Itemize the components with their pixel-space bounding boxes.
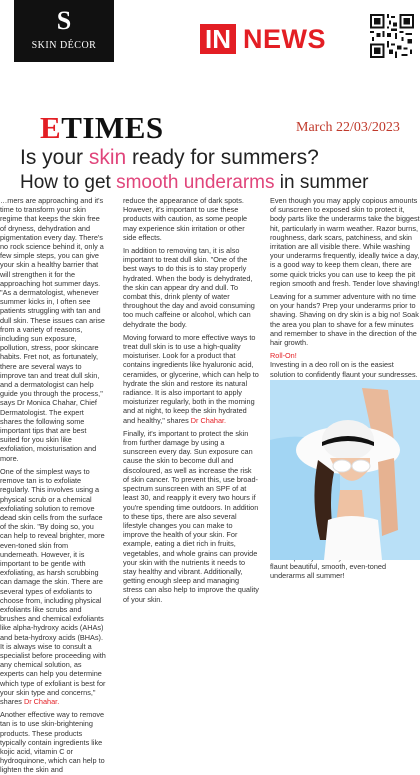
badge-in: IN: [200, 24, 236, 54]
paragraph-text: Moving forward to more effective ways to treat dull skin is to use a high-quality moisturiser. Look for a product that contains ingredients like hyaluronic acid, ceramides, or glycerine, which can help to hydrate the skin and restore its natural radiance. It is also important to apply moisturizer regularly, both in the morning and at night, to keep the skin hydrated and healthy," shares: [123, 332, 259, 425]
paragraph: Finally, it's important to protect the skin from further damage by using a sunscreen every day. Sun exposure can cause the skin to become dull and discoloured, as well as increase the risk of skin cancer. To prevent this, use broad-spectrum sunscreen with an SPF of at least 30, and reapply it every two hours if you're spending time outdoors. In addition to these tips, there are also several lifestyle changes you can make to improve the health of your skin. For example, eating a diet rich in fruits, vegetables, and whole grains can provide your skin with the nutrients it needs to stay healthy and vibrant. Additionally, getting enough sleep and managing stress can also help to improve the quality of your skin.: [123, 428, 259, 604]
paragraph-tail: Tender love shaving!: [352, 278, 420, 288]
page-header: [0, 0, 420, 70]
qr-code-icon: [370, 14, 414, 58]
headline-part1: Is your: [20, 146, 89, 169]
paragraph: Another effective way to remove tan is to use skin-brightening products. These products typically contain ingredients like kojic acid, vitamin C or hydroquinone, which can help to lighten the skin and: [0, 710, 105, 775]
publication-initial: E: [40, 110, 62, 145]
paragraph: …mers are approaching and it's time to transform your skin regime that keeps the skin free of dryness, dehydration and pigmentation every day. There's no rock science behind it, only a few simple steps, you can give your skin a healthy barrier that will strengthen it for the approaching hot summer days. "As a dermatologist, whenever summer kicks in, I often see patients struggling with tan and dull skin. These issues can arise from a variety of reasons, including sun exposure, pollution, stress, poor skincare habits. Fret not, as fortunately, there are several ways to improve tan and treat dull skin, and a dermatologist can help guide you through the process," says Dr Monica Chahar, Chief Dermatologist. The expert shares the following some important tips that are best suited for you skin like exfoliation, moisturisation and more.: [0, 196, 105, 463]
logo-name: SKIN DÉCOR: [31, 40, 97, 51]
paragraph: reduce the appearance of dark spots. However, it's important to use these products with caution, as some people may experience skin irritation or other side effects.: [123, 196, 248, 242]
logo-mark: S: [56, 6, 72, 35]
paragraph: In addition to removing tan, it is also important to treat dull skin. "One of the best ways to do this is to stay properly hydrated. When the body is dehydrated, the skin can appear dry and dull. To combat this, drink plenty of water throughout the day and avoid consuming too much caffeine or alcohol, which can dehydrate the body.: [123, 246, 255, 329]
headline: [20, 146, 420, 170]
headline-highlight: skin: [88, 146, 127, 169]
subheadline: [20, 172, 420, 194]
expert-name: Dr Chahar.: [190, 415, 227, 425]
subheadline-part1: How to get: [20, 172, 117, 193]
paragraph: Leaving for a summer adventure with no time on your hands? Prep your underarms prior to shaving. Shaving on dry skin is a big no! Soak the area you plan to shave for a few minutes and remember to shave in the direction of the hair growth.: [270, 292, 419, 348]
expert-name: Dr Chahar.: [23, 696, 60, 706]
paragraph: flaunt beautiful, smooth, even-toned underarms all summer!: [270, 561, 387, 580]
woman-in-sunhat-illustration: [270, 380, 420, 560]
subheadline-part2: in summer: [274, 172, 369, 193]
publication-rest: TIMES: [61, 110, 164, 145]
paragraph: [123, 333, 259, 425]
publication-name: [40, 112, 164, 144]
badge-news: NEWS: [243, 24, 326, 54]
summer-woman-photo: [270, 380, 420, 560]
paragraph: [270, 196, 420, 288]
paragraph: [0, 467, 107, 706]
paragraph: Investing in a deo roll on is the easiest solution to confidently flaunt your sundresses.: [270, 360, 418, 379]
headline-part2: ready for summers?: [126, 146, 319, 169]
paragraph-text: Even though you may apply copious amounts of sunscreen to exposed skin to protect it, body parts like the underarms take the biggest hit, particularly in warm weather. Razor burns, roughness, dark scars, patchiness, and skin irritation are all visible there. While washing your underarms frequently, ideally twice a day, is a good way to keep them clean, there are some quick tricks you can use to keep the pit region smooth and fresh.: [270, 196, 420, 288]
brand-logo: [14, 0, 114, 62]
article-column-3: [270, 196, 420, 580]
article-column-2: [123, 196, 259, 604]
in-news-badge: [200, 24, 326, 54]
section-heading: Roll-On!: [270, 351, 297, 361]
subheadline-highlight: smooth underarms: [116, 172, 275, 193]
paragraph-text: One of the simplest ways to remove tan is to exfoliate regularly. This involves using a physical scrub or a chemical exfoliating solution to remove dead skin cells from the surface of the skin. "By doing so, you can help to reveal brighter, more even-toned skin from underneath. However, it is important to be gentle with exfoliating, as harsh scrubbing can damage the skin. There are several types of exfoliants to choose from, including physical exfoliants like scrubs and brushes and chemical exfoliants like alpha-hydroxy acids (AHAs) and beta-hydroxy acids (BHAs). It is always wise to consult a specialist before proceeding with any chemical solution, as experts can help you determine which type of exfoliant is best for your skin type and concerns," shares: [0, 466, 106, 706]
publication-date: March 22/03/2023: [296, 120, 400, 135]
article-column-1: [0, 196, 107, 775]
